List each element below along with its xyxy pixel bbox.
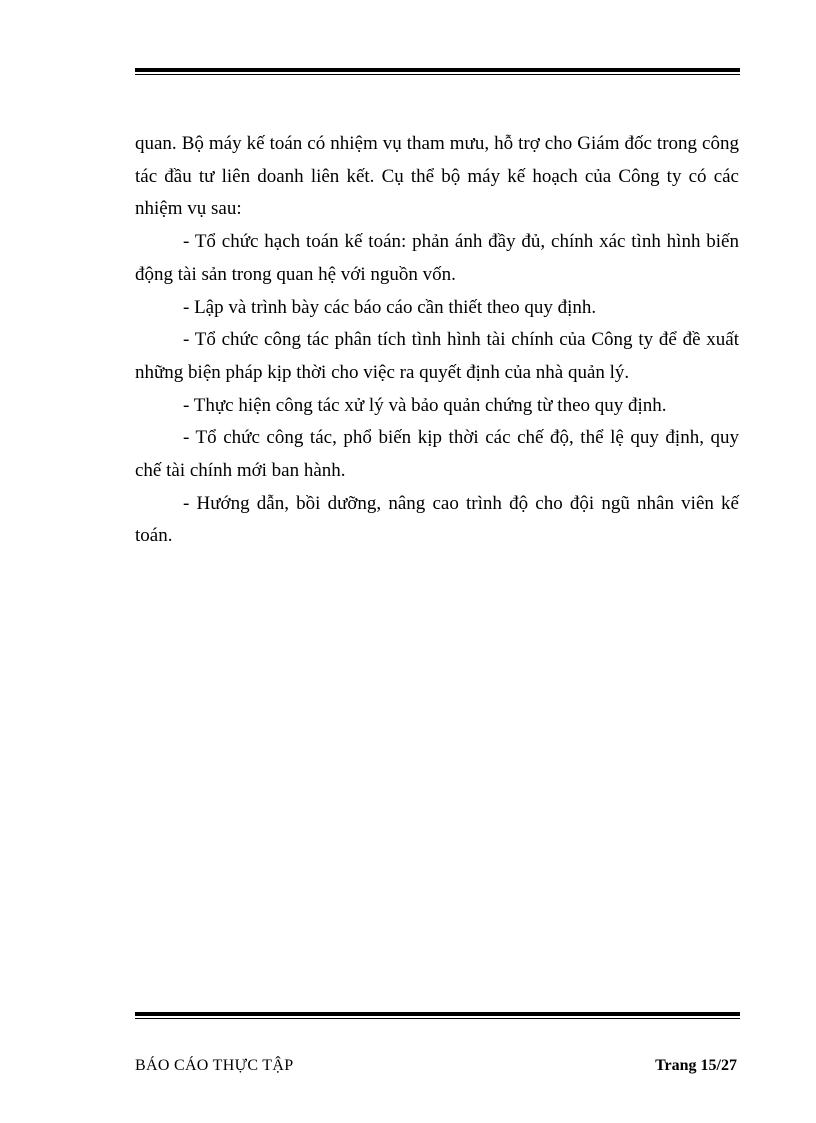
- document-body: [135, 128, 739, 553]
- task-item-financial-analysis: - Tổ chức công tác phân tích tình hình tài chính của Công ty để đề xuất những biện pháp kịp thời cho việc ra quyết định của nhà quản lý.: [135, 329, 739, 383]
- task-item-documents: - Thực hiện công tác xử lý và bảo quản chứng từ theo quy định.: [183, 394, 667, 416]
- task-item-regulations: - Tổ chức công tác, phổ biến kịp thời các chế độ, thể lệ quy định, quy chế tài chính mới ban hành.: [135, 427, 739, 482]
- task-item-accounting: - Tổ chức hạch toán kế toán: phản ánh đầy đủ, chính xác tình hình biến động tài sản trong quan hệ với nguồn vốn.: [135, 231, 739, 285]
- footer-page-number: Trang 15/27: [655, 1057, 737, 1074]
- footer-report-title: BÁO CÁO THỰC TẬP: [135, 1057, 294, 1074]
- header-double-rule: [135, 68, 740, 75]
- task-item-reports: - Lập và trình bày các báo cáo cần thiết theo quy định.: [183, 296, 597, 318]
- footer-double-rule: [135, 1012, 740, 1019]
- task-item-training: - Hướng dẫn, bồi dưỡng, nâng cao trình độ cho đội ngũ nhân viên kế toán.: [135, 492, 739, 547]
- body-paragraph: quan. Bộ máy kế toán có nhiệm vụ tham mưu, hỗ trợ cho Giám đốc trong công tác đầu tư liên doanh liên kết. Cụ thể bộ máy kế hoạch của Công ty có các nhiệm vụ sau:: [135, 133, 739, 220]
